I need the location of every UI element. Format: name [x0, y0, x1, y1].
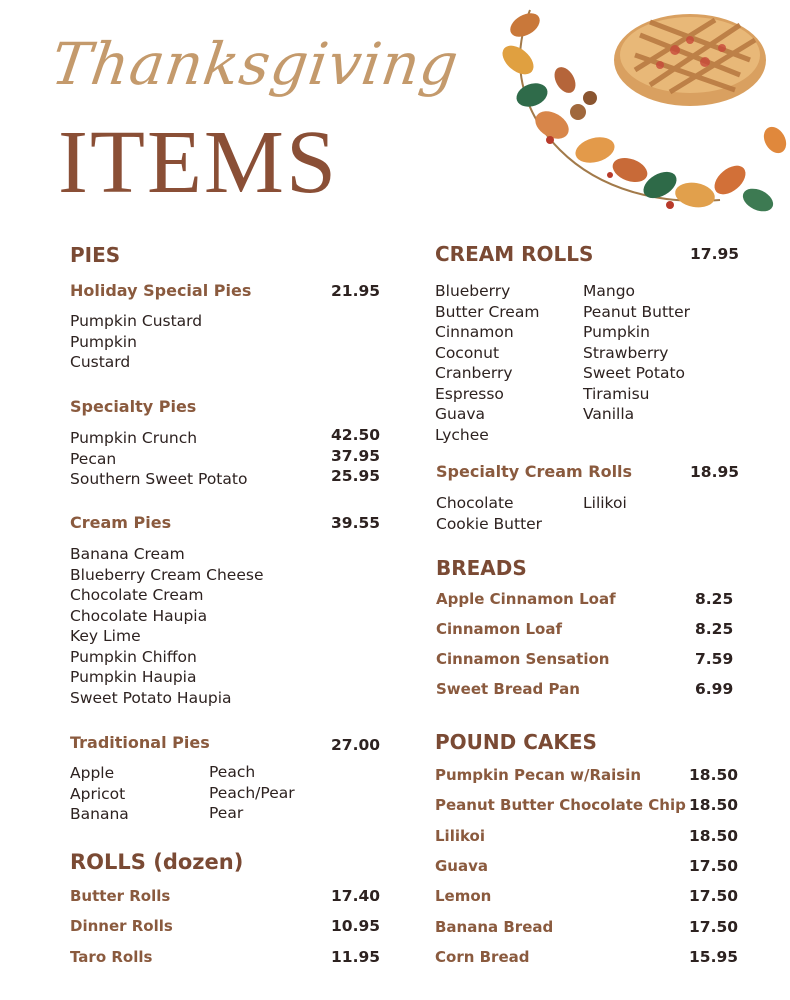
list-item: Cookie Butter [436, 514, 543, 533]
cream-pies-list [70, 544, 264, 708]
cream-rolls-heading: CREAM ROLLS [435, 242, 594, 266]
cream-rolls-col1 [435, 281, 539, 445]
script-title: Thanksgiving [47, 30, 464, 98]
list-item: Butter Cream [435, 302, 540, 321]
pound-cake-label: Guava [435, 857, 489, 875]
list-item: Peach/Pear [209, 783, 295, 802]
bread-label: Apple Cinnamon Loaf [436, 590, 616, 608]
list-item: Pecan [70, 449, 117, 468]
list-item: Apricot [70, 784, 126, 803]
list-item: Strawberry [583, 343, 669, 362]
list-item: Key Lime [70, 627, 141, 645]
list-item: Peach [209, 763, 256, 781]
bread-price: 6.99 [695, 680, 734, 698]
cream-pies-price: 39.55 [331, 514, 381, 532]
list-item: Banana [70, 805, 129, 823]
pound-cake-label: Peanut Butter Chocolate Chip [435, 796, 686, 814]
butter-rolls-label: Butter Rolls [70, 887, 171, 905]
list-item: Chocolate Haupia [70, 606, 208, 625]
pound-cake-label: Pumpkin Pecan w/Raisin [435, 766, 642, 784]
price: 25.95 [331, 467, 381, 485]
holiday-pies-list [70, 311, 202, 373]
list-item: Cranberry [435, 364, 513, 382]
pound-cake-price: 18.50 [689, 827, 739, 845]
rolls-heading: ROLLS (dozen) [70, 850, 244, 874]
traditional-pies-heading: Traditional Pies [70, 733, 210, 752]
list-item: Blueberry [435, 282, 511, 300]
list-item: Pumpkin Haupia [70, 668, 197, 686]
specialty-cream-rolls-heading: Specialty Cream Rolls [436, 462, 633, 481]
cream-pies-heading: Cream Pies [70, 513, 172, 532]
holiday-pies-heading: Holiday Special Pies [70, 281, 252, 300]
page-title: ITEMS [58, 113, 338, 212]
bread-label: Cinnamon Loaf [436, 620, 562, 638]
list-item: Blueberry Cream Cheese [70, 565, 264, 584]
specialty-pies-list [70, 428, 247, 490]
specialty-pies-prices [331, 425, 380, 487]
dinner-rolls-label: Dinner Rolls [70, 917, 173, 935]
list-item: Tiramisu [583, 384, 650, 403]
pound-cake-label: Banana Bread [435, 918, 554, 936]
breads-heading: BREADS [436, 556, 527, 580]
list-item: Espresso [435, 384, 504, 403]
traditional-pies-col1 [70, 763, 129, 825]
pound-cake-price: 18.50 [689, 796, 739, 814]
pound-cake-price: 17.50 [689, 918, 739, 936]
price: 42.50 [331, 426, 381, 444]
list-item: Sweet Potato Haupia [70, 688, 232, 707]
bread-price: 8.25 [695, 620, 734, 638]
pound-cake-label: Corn Bread [435, 948, 530, 966]
bread-price: 7.59 [695, 650, 734, 668]
pound-cake-price: 15.95 [689, 948, 739, 966]
butter-rolls-price: 17.40 [331, 887, 381, 905]
list-item: Southern Sweet Potato [70, 470, 248, 488]
list-item: Peanut Butter [583, 302, 691, 321]
specialty-cream-rolls-price: 18.95 [690, 463, 740, 481]
list-item: Pear [209, 804, 244, 822]
list-item: Sweet Potato [583, 364, 686, 382]
bread-label: Sweet Bread Pan [436, 680, 580, 698]
cream-rolls-col2 [583, 281, 690, 425]
list-item: Chocolate Cream [70, 586, 204, 604]
list-item: Apple [70, 764, 115, 782]
bread-price: 8.25 [695, 590, 734, 608]
list-item: Pumpkin Chiffon [70, 647, 197, 666]
pie-icon [614, 14, 766, 106]
autumn-wreath-pie-illustration [490, 0, 790, 240]
traditional-pies-price: 27.00 [331, 736, 381, 754]
list-item: Guava [435, 405, 486, 423]
list-item: Vanilla [583, 405, 635, 423]
pound-cakes-heading: POUND CAKES [435, 730, 597, 754]
pound-cake-price: 18.50 [689, 766, 739, 784]
dinner-rolls-price: 10.95 [331, 917, 381, 935]
pound-cake-label: Lilikoi [435, 827, 486, 845]
pies-heading: PIES [70, 243, 121, 267]
list-item: Pumpkin [583, 323, 650, 341]
pound-cake-price: 17.50 [689, 887, 739, 905]
list-item: Custard [70, 353, 131, 371]
cream-rolls-price: 17.95 [690, 245, 740, 263]
specialty-cream-rolls-col1 [436, 493, 542, 534]
list-item: Mango [583, 282, 636, 300]
pound-cake-price: 17.50 [689, 857, 739, 875]
taro-rolls-price: 11.95 [331, 948, 381, 966]
list-item: Banana Cream [70, 545, 185, 563]
specialty-cream-rolls-col2 [583, 493, 627, 514]
holiday-pies-price: 21.95 [331, 282, 381, 300]
bread-label: Cinnamon Sensation [436, 650, 610, 668]
list-item: Coconut [435, 343, 500, 362]
list-item: Chocolate [436, 494, 514, 512]
taro-rolls-label: Taro Rolls [70, 948, 153, 966]
traditional-pies-col2 [209, 762, 295, 824]
list-item: Pumpkin [70, 332, 137, 351]
list-item: Pumpkin Crunch [70, 429, 198, 447]
list-item: Lychee [435, 425, 489, 444]
pound-cake-label: Lemon [435, 887, 492, 905]
list-item: Lilikoi [583, 494, 627, 512]
list-item: Cinnamon [435, 323, 514, 341]
list-item: Pumpkin Custard [70, 312, 203, 330]
specialty-pies-heading: Specialty Pies [70, 397, 197, 416]
price: 37.95 [331, 446, 381, 465]
